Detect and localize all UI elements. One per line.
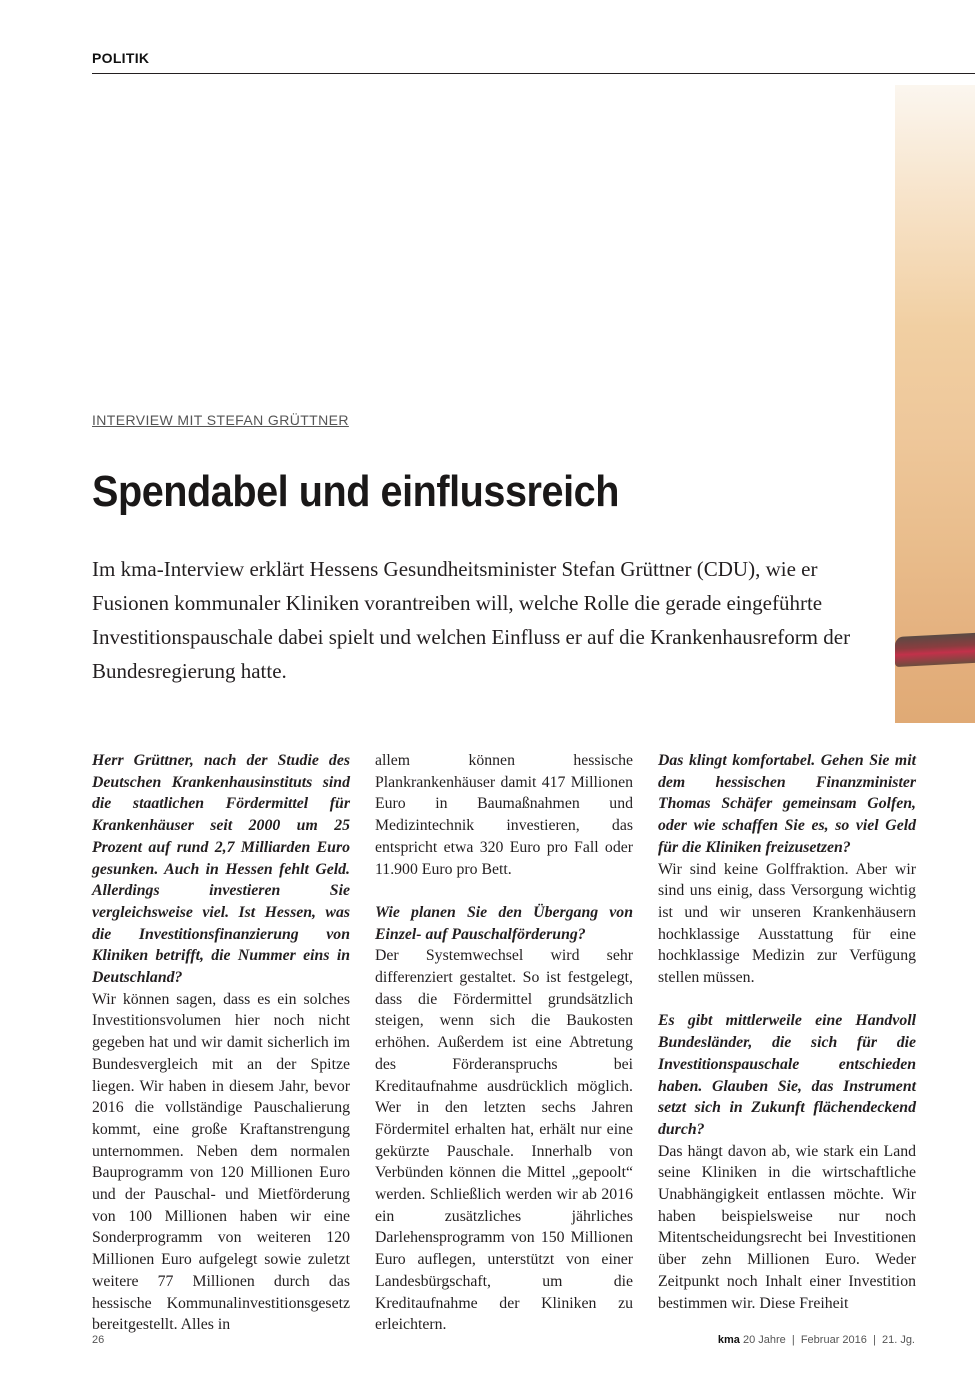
interview-question: Es gibt mittlerweile eine Handvoll Bundesländer, die sich für die Investitionspauschale entschieden haben. Glauben Sie, das Instrument setzt sich in Zukunft flächendeckend durch?	[658, 1012, 916, 1138]
interview-answer: Wir können sagen, dass es ein solches Investitionsvolumen hier noch nicht gegeben hat und wir damit sicherlich im Bundesvergleich mit an der Spitze liegen. Wir haben in diesem Jahr, bevor 2016 die vollständige Pauschalierung kommt, eine große Kraftanstrengung unternommen. Neben dem normalen Bauprogramm von 120 Millionen Euro und der Pauschal- und Mietförderung von 100 Millionen haben wir eine Sonderprogramm von weiteren 120 Millionen Euro aufgelegt sowie zuletzt weitere 77 Millionen durch das hessische Kommunalinvestitionsgesetz bereitgestellt. Alles in	[92, 990, 350, 1334]
interview-answer: allem können hessische Plankrankenhäuser damit 417 Millionen Euro in Baumaßnahmen und Medizintechnik investieren, das entspricht etwa 320 Euro pro Fall oder 11.900 Euro pro Bett.	[375, 752, 633, 878]
interview-question: Wie planen Sie den Übergang von Einzel- auf Pauschalförderung?	[375, 903, 633, 943]
section-label: POLITIK	[92, 50, 150, 66]
interview-question: Herr Grüttner, nach der Studie des Deutschen Krankenhausinstituts sind die staatlichen Fördermittel für Krankenhäuser seit 2000 um 25 Prozent auf rund 2,7 Milliarden Euro gesunken. Auch in Hessen fehlt Geld. Allerdings investieren Sie vergleichsweise viel. Ist Hessen, was die Investitionsfinanzierung von Kliniken betrifft, die Nummer eins in Deutschland?	[92, 752, 350, 987]
header-rule	[92, 73, 975, 74]
text-column-2	[375, 750, 633, 1336]
article-kicker: INTERVIEW MIT STEFAN GRÜTTNER	[92, 412, 349, 428]
article-lead: Im kma-Interview erklärt Hessens Gesundheitsminister Stefan Grüttner (CDU), wie er Fusionen kommunaler Kliniken vorantreiben will, welche Rolle die gerade eingeführte Investitionspauschale dabei spielt und welchen Einfluss er auf die Krankenhausreform der Bundesregierung hatte.	[92, 557, 851, 683]
page-number: 26	[92, 1334, 105, 1346]
footer-info	[718, 1334, 915, 1346]
interview-answer: Der Systemwechsel wird sehr differenziert gestaltet. So ist festgelegt, dass die Fördermittel grundsätzlich steigen, wenn sich die Baukosten erhöhen. Außerdem ist eine Abtretung des Förderanspruchs bei Kreditaufnahme ausdrücklich möglich. Wer in den letzten sechs Jahren Fördermitel erhalten hat, erhält nur eine gekürzte Pauschale. Innerhalb von Verbünden können die Mittel „gepoolt“ werden. Schließlich werden wir ab 2016 ein zusätzliches jährliches Darlehensprogramm von 150 Millionen Euro auflegen, unterstützt von einer Landesbürgschaft, um die Kreditaufnahme der Kliniken zu erleichtern.	[375, 947, 633, 1334]
interview-question: Das klingt komfortabel. Gehen Sie mit dem hessischen Finanzminister Thomas Schäfer gemeinsam Golfen, oder wie schaffen Sie es, so viel Geld für die Kliniken freizusetzen?	[658, 752, 916, 856]
article-headline: Spendabel und einflussreich	[92, 467, 619, 516]
issue-info: 20 Jahre | Februar 2016 | 21. Jg.	[742, 1334, 915, 1346]
interview-answer: Das hängt davon ab, wie stark ein Land seine Kliniken in die wirtschaftliche Unabhängigkeit entlassen möchte. Wir haben beispielsweise nur noch Mitentscheidungsrecht bei Investitionen über zehn Millionen Euro. Weder Zeitpunkt noch Inhalt einer Investition bestimmen wir. Diese Freiheit	[658, 1142, 916, 1312]
text-column-3	[658, 750, 916, 1314]
interview-answer: Wir sind keine Golffraktion. Aber wir sind uns einig, dass Versorgung wichtig ist und wir unseren Krankenhäusern hochklassige Ausstattung für eine hochklassige Medizin zur Verfügung stellen müssen.	[658, 860, 916, 987]
photo-detail	[895, 633, 975, 667]
brand-logo: kma	[717, 1334, 740, 1346]
text-column-1	[92, 750, 350, 1336]
cropped-photo	[895, 85, 975, 723]
